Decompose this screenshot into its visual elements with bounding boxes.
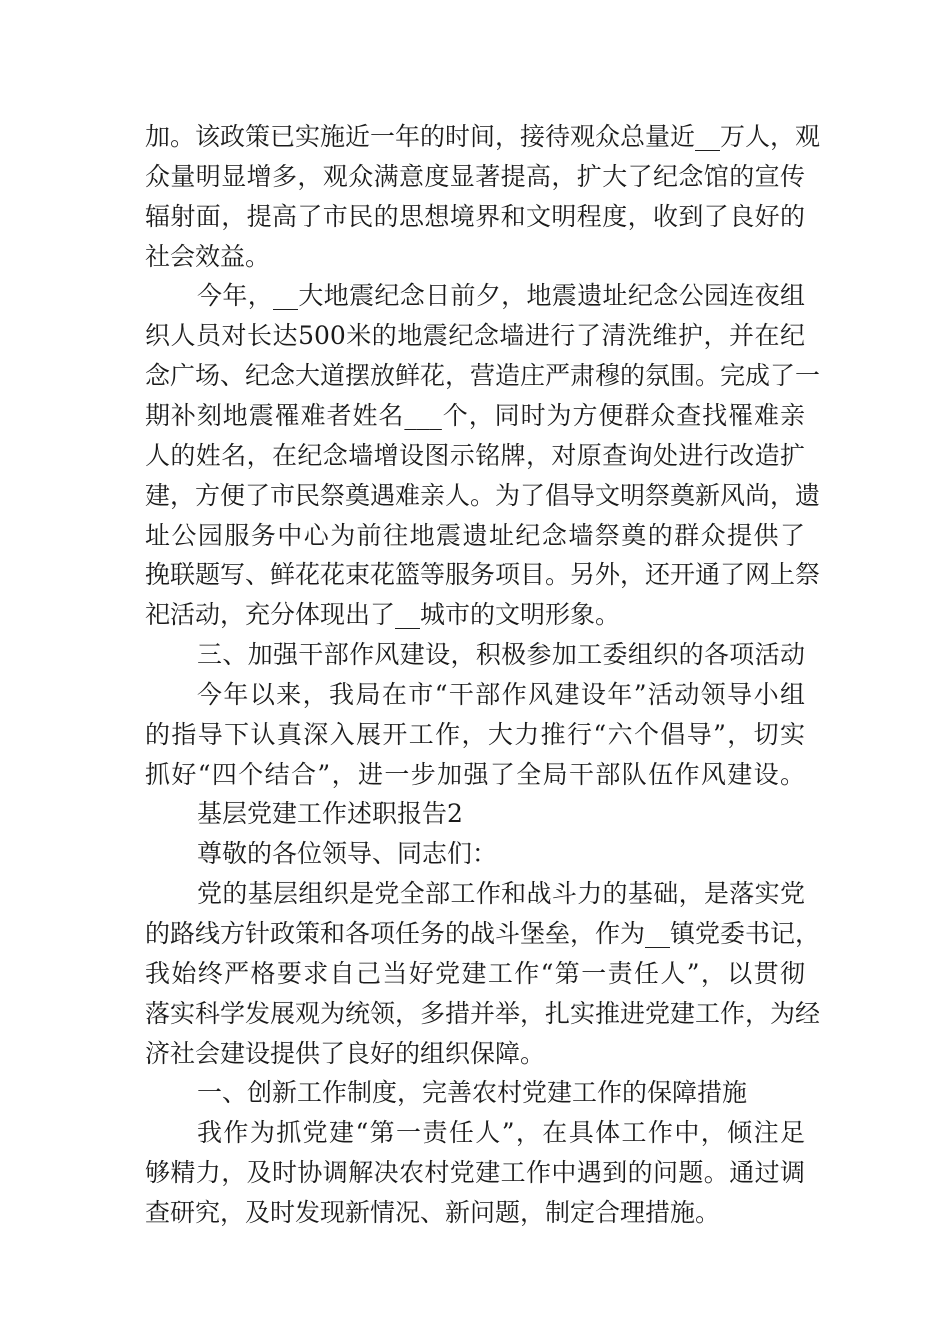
text-line: 织人员对长达500米的地震纪念墙进行了清洗维护，并在纪	[145, 321, 805, 351]
text-line: 党的基层组织是党全部工作和战斗力的基础，是落实党	[197, 879, 805, 909]
text-line: 一、创新工作制度，完善农村党建工作的保障措施	[197, 1078, 748, 1108]
text-line: 济社会建设提供了良好的组织保障。	[145, 1038, 546, 1068]
text-line: 的指导下认真深入展开工作，大力推行“六个倡导”，切实	[145, 719, 805, 749]
text-line: 挽联题写、鲜花花束花篮等服务项目。另外，还开通了网上祭	[145, 560, 821, 590]
text-line: 人的姓名，在纪念墙增设图示铭牌，对原查询处进行改造扩	[145, 440, 805, 470]
text-line: 够精力，及时协调解决农村党建工作中遇到的问题。通过调	[145, 1158, 805, 1188]
text-line: 我始终严格要求自己当好党建工作“第一责任人”，以贯彻	[145, 958, 805, 988]
text-line: 基层党建工作述职报告2	[197, 799, 463, 829]
text-line: 祀活动，充分体现出了__城市的文明形象。	[145, 600, 621, 630]
text-line: 址公园服务中心为前往地震遗址纪念墙祭奠的群众提供了	[145, 520, 805, 550]
text-line: 加。该政策已实施近一年的时间，接待观众总量近__万人，观	[145, 122, 821, 151]
text-line: 我作为抓党建“第一责任人”，在具体工作中，倾注足	[197, 1118, 805, 1148]
text-line: 众量明显增多，观众满意度显著提高，扩大了纪念馆的宣传	[145, 161, 805, 191]
text-line: 社会效益。	[145, 241, 271, 271]
text-line: 落实科学发展观为统领，多措并举，扎实推进党建工作，为经	[145, 998, 821, 1028]
text-line: 三、加强干部作风建设，积极参加工委组织的各项活动	[197, 640, 805, 670]
text-line: 期补刻地震罹难者姓名___个，同时为方便群众查找罹难亲	[145, 400, 805, 430]
text-line: 辐射面，提高了市民的思想境界和文明程度，收到了良好的	[145, 201, 805, 231]
text-line: 建，方便了市民祭奠遇难亲人。为了倡导文明祭奠新风尚，遗	[145, 480, 821, 510]
text-line: 今年以来，我局在市“干部作风建设年”活动领导小组	[197, 679, 805, 709]
text-line: 的路线方针政策和各项任务的战斗堡垒，作为__镇党委书记，	[145, 919, 821, 948]
text-line: 抓好“四个结合”，进一步加强了全局干部队伍作风建设。	[145, 759, 805, 789]
text-line: 尊敬的各位领导、同志们：	[197, 839, 498, 869]
text-line: 今年，__大地震纪念日前夕，地震遗址纪念公园连夜组	[197, 281, 805, 311]
text-line: 念广场、纪念大道摆放鲜花，营造庄严肃穆的氛围。完成了一	[145, 361, 821, 391]
text-line: 查研究，及时发现新情况、新问题，制定合理措施。	[145, 1197, 721, 1227]
